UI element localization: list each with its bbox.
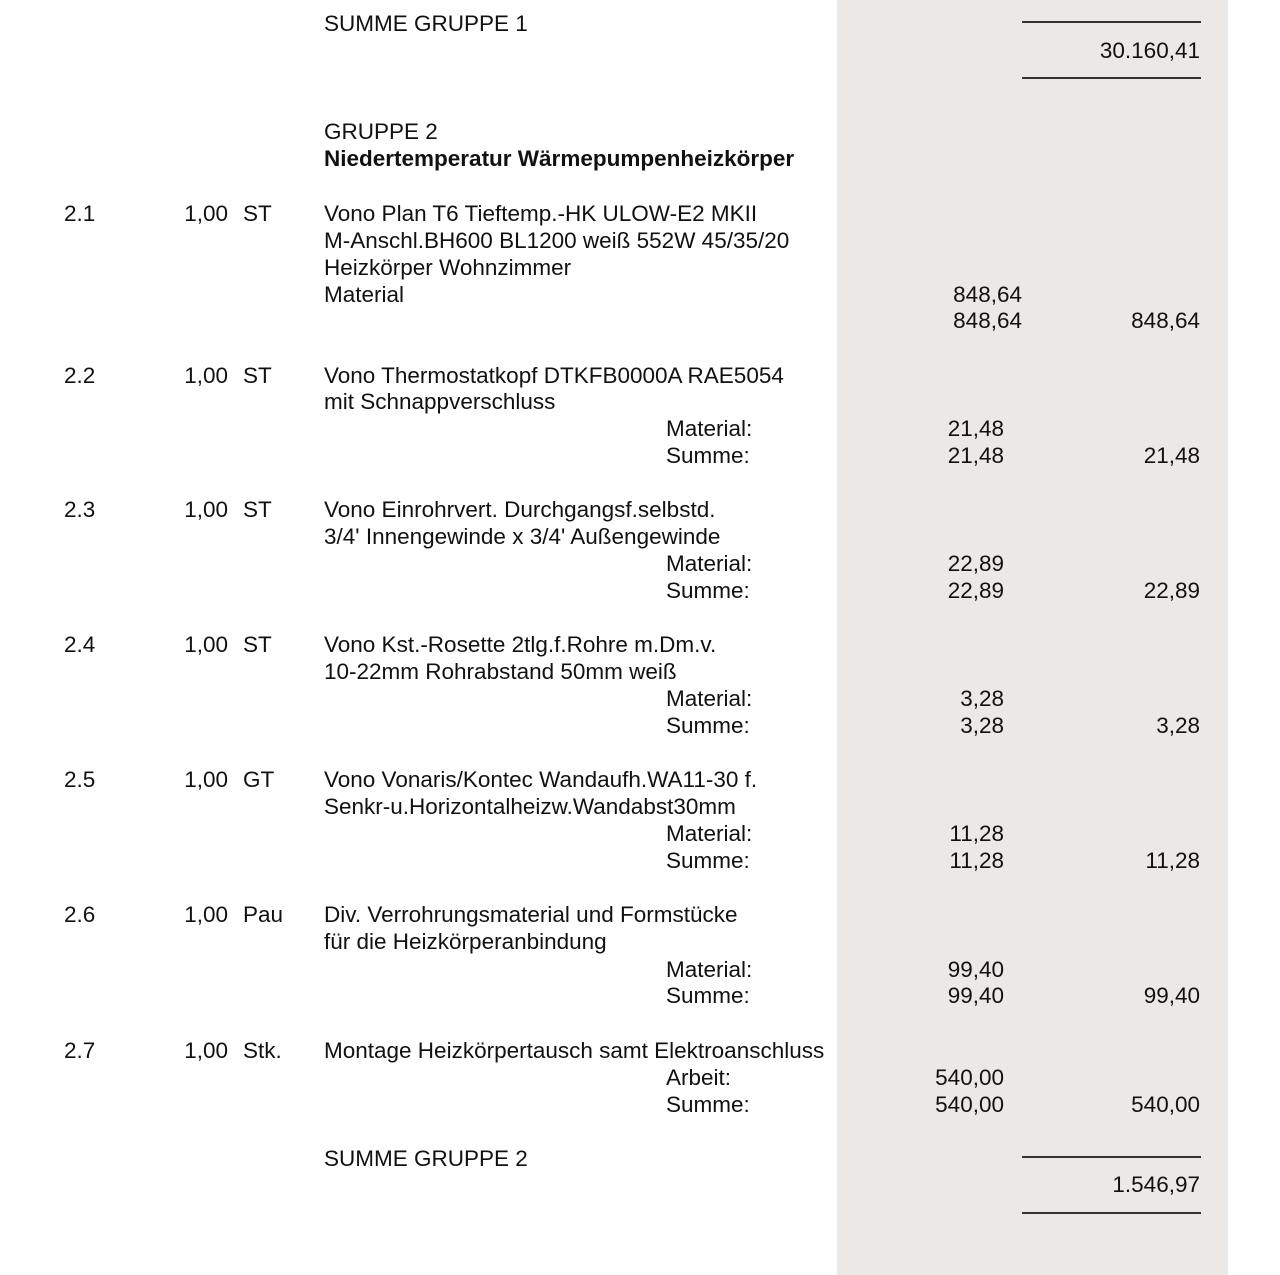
sum-label: Summe: — [666, 578, 750, 603]
description-line: Senkr-u.Horizontalheizw.Wandabst30mm — [324, 794, 736, 819]
position-number: 2.6 — [64, 902, 96, 927]
description-line: 3/4' Innengewinde x 3/4' Außengewinde — [324, 524, 721, 549]
material-amount: 99,40 — [947, 957, 1004, 982]
unit: ST — [243, 363, 272, 388]
description-line: Vono Plan T6 Tieftemp.-HK ULOW-E2 MKII — [324, 201, 758, 226]
labor-label: Arbeit: — [666, 1065, 732, 1090]
unit: GT — [243, 767, 275, 792]
group1-sum-rule-bottom — [1022, 77, 1201, 79]
sum-amount: 11,28 — [949, 848, 1004, 873]
sum-label: Summe: — [666, 983, 750, 1008]
material-amount: 11,28 — [949, 821, 1004, 846]
group2-title: Niedertemperatur Wärmepumpenheizkörper — [324, 146, 795, 171]
position-number: 2.7 — [64, 1038, 96, 1063]
material-label: Material: — [666, 416, 753, 441]
sum-label: Summe: — [666, 713, 750, 738]
description-line: Montage Heizkörpertausch samt Elektroanschluss — [324, 1038, 825, 1063]
line-total: 99,40 — [1143, 983, 1200, 1008]
sum-label: Summe: — [666, 443, 750, 468]
position-number: 2.1 — [64, 201, 96, 226]
quantity: 1,00 — [184, 497, 228, 522]
unit: Pau — [243, 902, 284, 927]
quantity: 1,00 — [184, 201, 228, 226]
sum-amount: 848,64 — [953, 308, 1022, 333]
group1-sum-label: SUMME GRUPPE 1 — [324, 11, 528, 36]
line-total: 3,28 — [1156, 713, 1200, 738]
description-line: 10-22mm Rohrabstand 50mm weiß — [324, 659, 677, 684]
material-label: Material: — [666, 551, 753, 576]
group1-sum-value: 30.160,41 — [1099, 38, 1200, 63]
description-line: Material — [324, 282, 405, 307]
line-total: 11,28 — [1145, 848, 1200, 873]
amount-column-shading — [837, 0, 1228, 1275]
quantity: 1,00 — [184, 767, 228, 792]
quantity: 1,00 — [184, 632, 228, 657]
material-label: Material: — [666, 821, 753, 846]
material-amount: 848,64 — [953, 282, 1022, 307]
quantity: 1,00 — [184, 1038, 228, 1063]
material-amount: 21,48 — [947, 416, 1004, 441]
material-label: Material: — [666, 686, 753, 711]
unit: ST — [243, 497, 272, 522]
sum-amount: 99,40 — [947, 983, 1004, 1008]
group1-sum-rule-top — [1022, 21, 1201, 23]
line-total: 540,00 — [1131, 1092, 1200, 1117]
line-total: 22,89 — [1143, 578, 1200, 603]
description-line: Vono Vonaris/Kontec Wandaufh.WA11-30 f. — [324, 767, 758, 792]
sum-amount: 21,48 — [947, 443, 1004, 468]
group2-sum-rule-top — [1022, 1156, 1201, 1158]
unit: Stk. — [243, 1038, 282, 1063]
sum-label: Summe: — [666, 848, 750, 873]
labor-amount: 540,00 — [935, 1065, 1004, 1090]
quantity: 1,00 — [184, 363, 228, 388]
description-line: M-Anschl.BH600 BL1200 weiß 552W 45/35/20 — [324, 228, 790, 253]
description-line: Div. Verrohrungsmaterial und Formstücke — [324, 902, 738, 927]
description-line: für die Heizkörperanbindung — [324, 929, 607, 954]
position-number: 2.5 — [64, 767, 96, 792]
group2-sum-rule-bottom — [1022, 1212, 1201, 1214]
group2-sum-value: 1.546,97 — [1112, 1172, 1200, 1197]
description-line: Vono Einrohrvert. Durchgangsf.selbstd. — [324, 497, 716, 522]
description-line: Vono Kst.-Rosette 2tlg.f.Rohre m.Dm.v. — [324, 632, 717, 657]
material-amount: 22,89 — [947, 551, 1004, 576]
quantity: 1,00 — [184, 902, 228, 927]
description-line: mit Schnappverschluss — [324, 389, 556, 414]
sum-label: Summe: — [666, 1092, 750, 1117]
unit: ST — [243, 632, 272, 657]
sum-amount: 540,00 — [935, 1092, 1004, 1117]
unit: ST — [243, 201, 272, 226]
position-number: 2.2 — [64, 363, 96, 388]
description-line: Heizkörper Wohnzimmer — [324, 255, 572, 280]
sum-amount: 22,89 — [947, 578, 1004, 603]
sum-amount: 3,28 — [960, 713, 1004, 738]
group2-sum-label: SUMME GRUPPE 2 — [324, 1146, 528, 1171]
position-number: 2.4 — [64, 632, 96, 657]
line-total: 848,64 — [1131, 308, 1200, 333]
line-total: 21,48 — [1143, 443, 1200, 468]
material-label: Material: — [666, 957, 753, 982]
description-line: Vono Thermostatkopf DTKFB0000A RAE5054 — [324, 363, 784, 388]
group2-heading: GRUPPE 2 — [324, 119, 438, 144]
material-amount: 3,28 — [960, 686, 1004, 711]
position-number: 2.3 — [64, 497, 96, 522]
